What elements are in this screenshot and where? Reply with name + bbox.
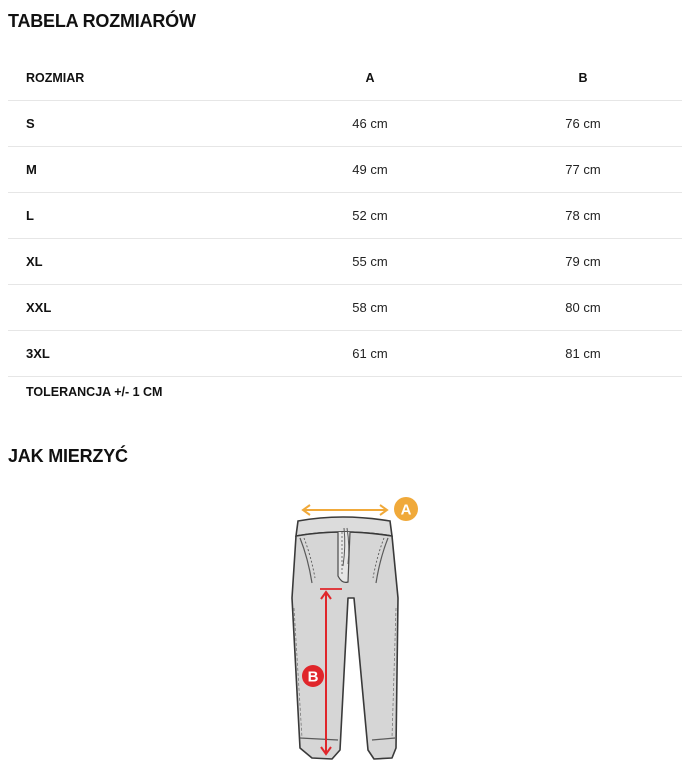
size-cell: XL: [8, 239, 256, 285]
measure-a-cell: 46 cm: [256, 101, 484, 147]
table-row: [8, 239, 682, 285]
size-table: [8, 55, 682, 377]
measure-a-cell: 58 cm: [256, 285, 484, 331]
size-cell: S: [8, 101, 256, 147]
size-cell: XXL: [8, 285, 256, 331]
measure-a-cell: 55 cm: [256, 239, 484, 285]
table-row: [8, 193, 682, 239]
trousers-illustration: [292, 517, 398, 759]
table-row: [8, 285, 682, 331]
how-to-measure-title: JAK MIERZYĆ: [8, 446, 128, 466]
measure-b-cell: 81 cm: [484, 331, 682, 377]
measure-b-cell: 76 cm: [484, 101, 682, 147]
column-header-b: B: [484, 55, 682, 101]
column-header-a: A: [256, 55, 484, 101]
marker-b-label: B: [307, 668, 319, 686]
size-cell: M: [8, 147, 256, 193]
size-chart-title: TABELA ROZMIARÓW: [8, 11, 196, 31]
table-row: [8, 147, 682, 193]
measure-a-cell: 61 cm: [256, 331, 484, 377]
size-cell: L: [8, 193, 256, 239]
table-row: [8, 101, 682, 147]
table-row: [8, 331, 682, 377]
size-cell: 3XL: [8, 331, 256, 377]
trousers-measurement-diagram: [280, 488, 430, 772]
measure-b-cell: 77 cm: [484, 147, 682, 193]
size-table-header-row: [8, 55, 682, 101]
measure-b-cell: 79 cm: [484, 239, 682, 285]
measure-a-cell: 49 cm: [256, 147, 484, 193]
column-header-size: ROZMIAR: [8, 55, 256, 101]
measure-b-cell: 80 cm: [484, 285, 682, 331]
marker-a-label: A: [400, 501, 412, 519]
measure-a-cell: 52 cm: [256, 193, 484, 239]
measure-b-cell: 78 cm: [484, 193, 682, 239]
measurement-a-arrow: [303, 505, 387, 515]
tolerance-note: TOLERANCJA +/- 1 CM: [26, 385, 163, 399]
